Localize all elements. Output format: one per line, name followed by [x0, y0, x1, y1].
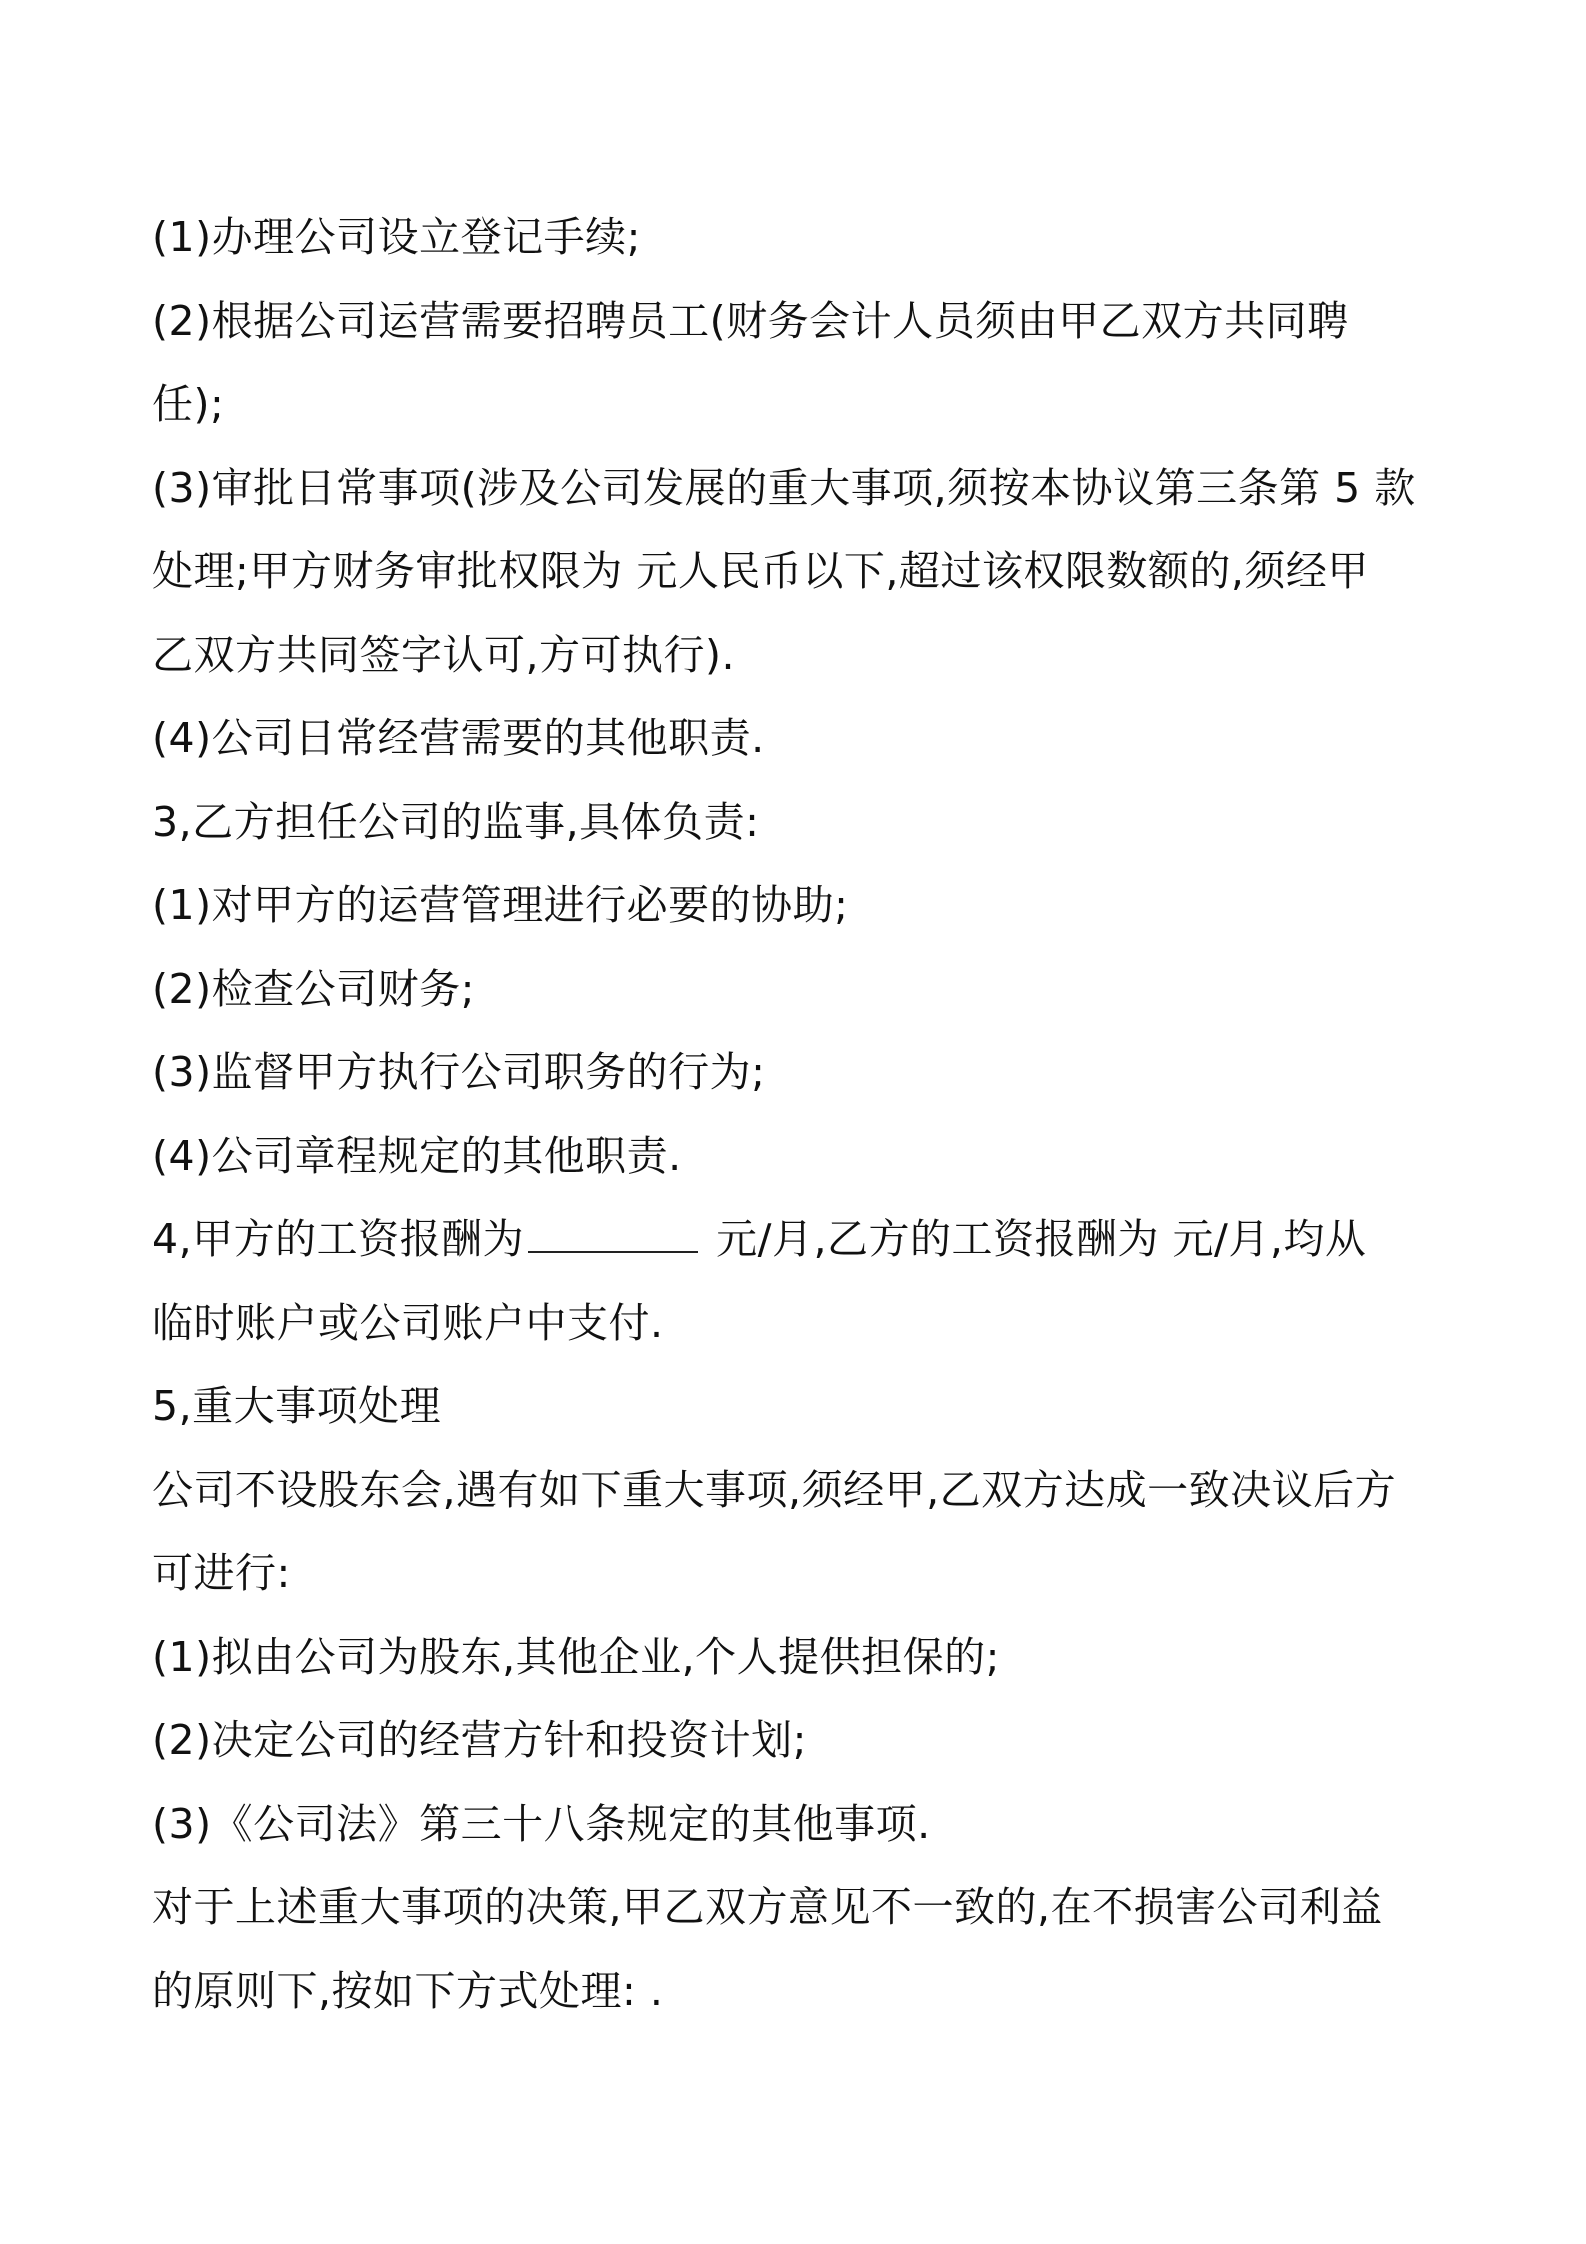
text-line: (3)审批日常事项(涉及公司发展的重大事项,须按本协议第三条第 5 款 — [152, 463, 1416, 512]
text-line: (4)公司日常经营需要的其他职责. — [152, 714, 765, 762]
text-line: (1)办理公司设立登记手续; — [152, 213, 641, 261]
text-line: (2)决定公司的经营方针和投资计划; — [152, 1716, 807, 1764]
text-line: 乙双方共同签字认可,方可执行). — [152, 630, 736, 679]
text-line: (2)根据公司运营需要招聘员工(财务会计人员须由甲乙双方共同聘 — [152, 296, 1349, 345]
text-line: (2)检查公司财务; — [152, 964, 475, 1013]
text-line: 处理;甲方财务审批权限为 元人民币以下,超过该权限数额的,须经甲 — [152, 547, 1369, 595]
document-body — [152, 196, 1452, 2033]
salary-line — [152, 1198, 1452, 1282]
text-line: (4)公司章程规定的其他职责. — [152, 1131, 682, 1180]
text-line: 任); — [152, 380, 225, 428]
text-line: (1)拟由公司为股东,其他企业,个人提供担保的; — [152, 1632, 1000, 1681]
salary-text-start: 4,甲方的工资报酬为 — [152, 1215, 525, 1263]
text-line: 可进行: — [152, 1549, 291, 1597]
text-line: 3,乙方担任公司的监事,具体负责: — [152, 797, 760, 846]
salary-text-end: 元/月,乙方的工资报酬为 元/月,均从 — [716, 1215, 1367, 1263]
text-line: 对于上述重大事项的决策,甲乙双方意见不一致的,在不损害公司利益 — [152, 1883, 1383, 1931]
text-line: 的原则下,按如下方式处理: . — [152, 1966, 664, 2015]
text-line: 5,重大事项处理 — [152, 1382, 442, 1430]
text-line: (1)对甲方的运营管理进行必要的协助; — [152, 881, 849, 929]
text-line: 临时账户或公司账户中支付. — [152, 1298, 664, 1347]
text-line: 公司不设股东会,遇有如下重大事项,须经甲,乙双方达成一致决议后方 — [152, 1465, 1397, 1514]
text-line: (3)《公司法》第三十八条规定的其他事项. — [152, 1799, 931, 1848]
text-line: (3)监督甲方执行公司职务的行为; — [152, 1048, 766, 1096]
salary-blank-field — [528, 1205, 698, 1253]
